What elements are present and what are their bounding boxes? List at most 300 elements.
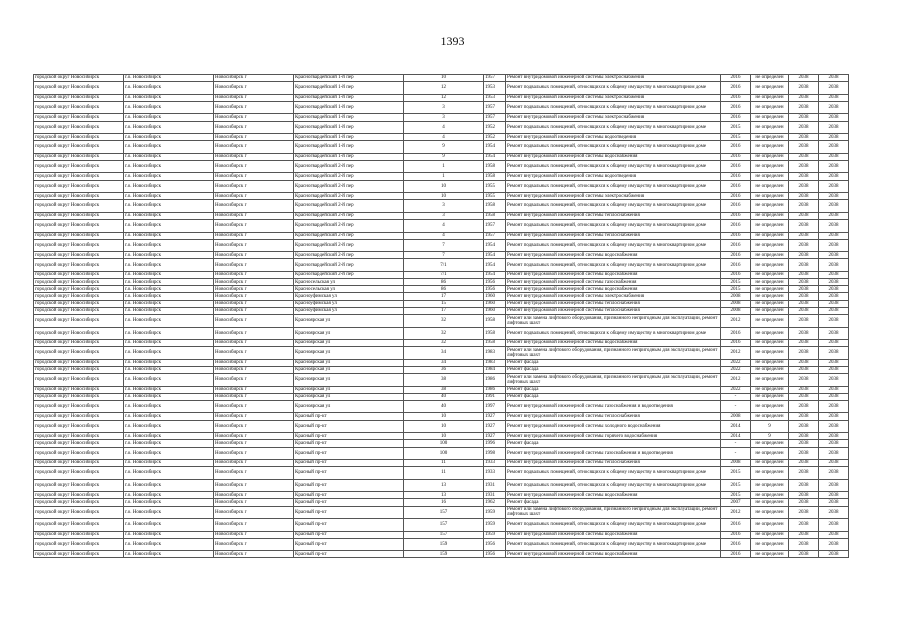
cell-build-year: 1954	[484, 271, 506, 278]
cell-municipality: городской округ Новосибирск	[34, 101, 124, 114]
cell-city: Новосибирск г	[214, 114, 294, 121]
cell-last-repair-year: -	[721, 400, 751, 413]
cell-city: Новосибирск г	[214, 141, 294, 154]
cell-street: Красноярская ул	[294, 340, 404, 347]
cell-wear-percent: не определен	[751, 386, 789, 393]
cell-plan-year-end: 2038	[819, 531, 849, 538]
cell-work-type: Ремонт фасада	[506, 499, 721, 506]
cell-house-number: 11	[404, 460, 484, 467]
cell-settlement: г.о. Новосибирск	[124, 300, 214, 307]
cell-wear-percent: не определен	[751, 82, 789, 95]
cell-plan-year-end: 2038	[819, 259, 849, 272]
cell-last-repair-year: 2015	[721, 492, 751, 499]
cell-last-repair-year: 2016	[721, 173, 751, 180]
cell-street: Красный пр-кт	[294, 413, 404, 420]
cell-plan-year-start: 2038	[789, 121, 819, 134]
cell-settlement: г.о. Новосибирск	[124, 252, 214, 259]
cell-wear-percent: не определен	[751, 75, 789, 82]
cell-municipality: городской округ Новосибирск	[34, 551, 124, 558]
table-row	[34, 499, 849, 506]
cell-build-year: 1960	[484, 307, 506, 314]
cell-plan-year-end: 2038	[819, 327, 849, 340]
cell-work-type: Ремонт внутридомовой инженерной системы электроснабжения	[506, 94, 721, 101]
cell-last-repair-year: 2015	[721, 286, 751, 293]
cell-plan-year-end: 2038	[819, 460, 849, 467]
cell-city: Новосибирск г	[214, 366, 294, 373]
cell-plan-year-start: 2038	[789, 180, 819, 193]
cell-house-number: 17	[404, 307, 484, 314]
cell-settlement: г.о. Новосибирск	[124, 340, 214, 347]
cell-plan-year-start: 2038	[789, 506, 819, 519]
cell-plan-year-start: 2038	[789, 467, 819, 480]
cell-settlement: г.о. Новосибирск	[124, 467, 214, 480]
cell-street: Красноярская ул	[294, 315, 404, 328]
cell-last-repair-year: 2007	[721, 499, 751, 506]
table-row	[34, 400, 849, 413]
cell-house-number: 4	[404, 121, 484, 134]
cell-plan-year-start: 2038	[789, 220, 819, 233]
cell-street: Красногвардейский 2-й пер	[294, 193, 404, 200]
table-row	[34, 340, 849, 347]
cell-wear-percent: не определен	[751, 252, 789, 259]
cell-last-repair-year: 2016	[721, 193, 751, 200]
cell-house-number: 86	[404, 279, 484, 286]
cell-last-repair-year: 2016	[721, 212, 751, 219]
cell-street: Красноярская ул	[294, 366, 404, 373]
cell-municipality: городской округ Новосибирск	[34, 307, 124, 314]
cell-settlement: г.о. Новосибирск	[124, 386, 214, 393]
cell-plan-year-end: 2038	[819, 75, 849, 82]
cell-work-type: Ремонт внутридомовой инженерной системы теплоснабжения	[506, 460, 721, 467]
cell-settlement: г.о. Новосибирск	[124, 420, 214, 433]
cell-plan-year-end: 2038	[819, 101, 849, 114]
cell-city: Новосибирск г	[214, 173, 294, 180]
cell-street: Красный пр-кт	[294, 479, 404, 492]
cell-last-repair-year: 2008	[721, 293, 751, 300]
cell-last-repair-year: 2016	[721, 239, 751, 252]
cell-plan-year-start: 2038	[789, 531, 819, 538]
cell-city: Новосибирск г	[214, 393, 294, 400]
cell-street: Красногвардейский 1-й пер	[294, 82, 404, 95]
cell-street: Красный пр-кт	[294, 506, 404, 519]
cell-wear-percent: не определен	[751, 506, 789, 519]
cell-city: Новосибирск г	[214, 386, 294, 393]
cell-work-type: Ремонт подвальных помещений, относящихся к общему имуществу в многоквартирном доме	[506, 180, 721, 193]
cell-street: Красногвардейский 1-й пер	[294, 134, 404, 141]
cell-settlement: г.о. Новосибирск	[124, 393, 214, 400]
cell-house-number: 9	[404, 141, 484, 154]
cell-build-year: 1957	[484, 75, 506, 82]
cell-last-repair-year: 2016	[721, 94, 751, 101]
cell-plan-year-start: 2038	[789, 479, 819, 492]
cell-build-year: 1955	[484, 193, 506, 200]
cell-plan-year-end: 2038	[819, 467, 849, 480]
cell-build-year: 1927	[484, 420, 506, 433]
cell-build-year: 1984	[484, 366, 506, 373]
cell-last-repair-year: 2016	[721, 327, 751, 340]
cell-plan-year-start: 2038	[789, 393, 819, 400]
cell-plan-year-end: 2038	[819, 506, 849, 519]
page-number: 1393	[440, 34, 465, 48]
cell-city: Новосибирск г	[214, 160, 294, 173]
cell-city: Новосибирск г	[214, 551, 294, 558]
cell-plan-year-end: 2038	[819, 193, 849, 200]
cell-city: Новосибирск г	[214, 374, 294, 387]
cell-work-type: Ремонт фасада	[506, 393, 721, 400]
cell-wear-percent: не определен	[751, 315, 789, 328]
cell-street: Красносельская ул	[294, 286, 404, 293]
cell-wear-percent: не определен	[751, 531, 789, 538]
cell-house-number: 10	[404, 193, 484, 200]
table-row	[34, 232, 849, 239]
cell-last-repair-year: 2016	[721, 141, 751, 154]
cell-build-year: 1960	[484, 300, 506, 307]
cell-build-year: 1959	[484, 531, 506, 538]
cell-street: Красный пр-кт	[294, 531, 404, 538]
cell-house-number: 157	[404, 531, 484, 538]
cell-municipality: городской округ Новосибирск	[34, 374, 124, 387]
cell-build-year: 1986	[484, 374, 506, 387]
cell-build-year: 1957	[484, 114, 506, 121]
cell-plan-year-start: 2038	[789, 82, 819, 95]
cell-plan-year-start: 2038	[789, 347, 819, 360]
cell-plan-year-end: 2038	[819, 374, 849, 387]
cell-wear-percent: не определен	[751, 467, 789, 480]
cell-street: Красный пр-кт	[294, 551, 404, 558]
table-row	[34, 492, 849, 499]
cell-street: Красногвардейский 2-й пер	[294, 252, 404, 259]
cell-plan-year-start: 2038	[789, 279, 819, 286]
cell-last-repair-year: 2012	[721, 506, 751, 519]
cell-plan-year-end: 2038	[819, 366, 849, 373]
cell-build-year: 1953	[484, 82, 506, 95]
cell-plan-year-start: 2038	[789, 160, 819, 173]
cell-work-type: Ремонт внутридомовой инженерной системы водоснабжения	[506, 252, 721, 259]
cell-settlement: г.о. Новосибирск	[124, 180, 214, 193]
cell-city: Новосибирск г	[214, 420, 294, 433]
cell-wear-percent: не определен	[751, 153, 789, 160]
cell-settlement: г.о. Новосибирск	[124, 286, 214, 293]
cell-street: Красногвардейский 2-й пер	[294, 220, 404, 233]
cell-city: Новосибирск г	[214, 286, 294, 293]
cell-municipality: городской округ Новосибирск	[34, 200, 124, 213]
table-row	[34, 279, 849, 286]
table-row	[34, 286, 849, 293]
cell-wear-percent: не определен	[751, 327, 789, 340]
cell-wear-percent: не определен	[751, 239, 789, 252]
cell-municipality: городской округ Новосибирск	[34, 479, 124, 492]
cell-plan-year-start: 2038	[789, 499, 819, 506]
cell-wear-percent: не определен	[751, 393, 789, 400]
cell-plan-year-end: 2038	[819, 359, 849, 366]
table-row	[34, 259, 849, 272]
cell-plan-year-end: 2038	[819, 393, 849, 400]
cell-city: Новосибирск г	[214, 82, 294, 95]
cell-plan-year-start: 2038	[789, 374, 819, 387]
cell-plan-year-start: 2038	[789, 551, 819, 558]
cell-house-number: 7	[404, 252, 484, 259]
cell-last-repair-year: 2012	[721, 347, 751, 360]
cell-wear-percent: не определен	[751, 413, 789, 420]
cell-street: Красногвардейский 1-й пер	[294, 94, 404, 101]
cell-wear-percent: не определен	[751, 307, 789, 314]
cell-settlement: г.о. Новосибирск	[124, 413, 214, 420]
cell-wear-percent: не определен	[751, 479, 789, 492]
cell-plan-year-start: 2038	[789, 101, 819, 114]
cell-city: Новосибирск г	[214, 447, 294, 460]
cell-house-number: 16	[404, 499, 484, 506]
cell-build-year: 1931	[484, 492, 506, 499]
cell-municipality: городской округ Новосибирск	[34, 300, 124, 307]
cell-settlement: г.о. Новосибирск	[124, 293, 214, 300]
table-row	[34, 114, 849, 121]
cell-work-type: Ремонт внутридомовой инженерной системы водоснабжения	[506, 531, 721, 538]
cell-municipality: городской округ Новосибирск	[34, 340, 124, 347]
cell-last-repair-year: 2016	[721, 538, 751, 551]
cell-municipality: городской округ Новосибирск	[34, 327, 124, 340]
cell-municipality: городской округ Новосибирск	[34, 467, 124, 480]
cell-build-year: 1956	[484, 286, 506, 293]
cell-house-number: 159	[404, 551, 484, 558]
table-row	[34, 433, 849, 440]
cell-work-type: Ремонт подвальных помещений, относящихся к общему имуществу в многоквартирном доме	[506, 259, 721, 272]
cell-street: Красный пр-кт	[294, 460, 404, 467]
cell-municipality: городской округ Новосибирск	[34, 386, 124, 393]
cell-wear-percent: не определен	[751, 293, 789, 300]
cell-plan-year-start: 2038	[789, 173, 819, 180]
cell-work-type: Ремонт подвальных помещений, относящихся к общему имуществу в многоквартирном доме	[506, 327, 721, 340]
cell-build-year: 1958	[484, 327, 506, 340]
cell-build-year: 1957	[484, 101, 506, 114]
cell-municipality: городской округ Новосибирск	[34, 492, 124, 499]
cell-street: Красный пр-кт	[294, 467, 404, 480]
cell-house-number: 10	[404, 413, 484, 420]
cell-plan-year-start: 2038	[789, 114, 819, 121]
cell-city: Новосибирск г	[214, 327, 294, 340]
cell-build-year: 1954	[484, 259, 506, 272]
cell-settlement: г.о. Новосибирск	[124, 307, 214, 314]
cell-last-repair-year: 2016	[721, 153, 751, 160]
cell-house-number: 36	[404, 366, 484, 373]
cell-plan-year-start: 2038	[789, 75, 819, 82]
cell-last-repair-year: 2008	[721, 300, 751, 307]
cell-plan-year-end: 2038	[819, 94, 849, 101]
cell-street: Красный пр-кт	[294, 447, 404, 460]
cell-plan-year-start: 2038	[789, 413, 819, 420]
cell-build-year: 1958	[484, 173, 506, 180]
cell-house-number: 157	[404, 519, 484, 532]
cell-street: Красный пр-кт	[294, 440, 404, 447]
table-row	[34, 271, 849, 278]
cell-street: Красногвардейский 2-й пер	[294, 232, 404, 239]
cell-settlement: г.о. Новосибирск	[124, 75, 214, 82]
cell-house-number: 10	[404, 433, 484, 440]
cell-last-repair-year: 2015	[721, 467, 751, 480]
table-row	[34, 519, 849, 532]
cell-work-type: Ремонт внутридомовой инженерной системы электроснабжения	[506, 193, 721, 200]
cell-plan-year-start: 2038	[789, 94, 819, 101]
cell-municipality: городской округ Новосибирск	[34, 121, 124, 134]
cell-plan-year-end: 2038	[819, 271, 849, 278]
cell-plan-year-end: 2038	[819, 433, 849, 440]
cell-settlement: г.о. Новосибирск	[124, 492, 214, 499]
cell-last-repair-year: 2014	[721, 433, 751, 440]
cell-last-repair-year: 2016	[721, 200, 751, 213]
cell-plan-year-end: 2038	[819, 239, 849, 252]
cell-street: Красногвардейский 1-й пер	[294, 114, 404, 121]
table-row	[34, 200, 849, 213]
cell-plan-year-start: 2038	[789, 447, 819, 460]
cell-plan-year-end: 2038	[819, 220, 849, 233]
cell-last-repair-year: 2015	[721, 134, 751, 141]
cell-street: Красноярская ул	[294, 386, 404, 393]
cell-house-number: 7/1	[404, 259, 484, 272]
cell-last-repair-year: 2016	[721, 551, 751, 558]
cell-municipality: городской округ Новосибирск	[34, 315, 124, 328]
cell-wear-percent: не определен	[751, 400, 789, 413]
cell-house-number: 12	[404, 94, 484, 101]
cell-plan-year-end: 2038	[819, 340, 849, 347]
cell-last-repair-year: 2012	[721, 374, 751, 387]
cell-work-type: Ремонт внутридомовой инженерной системы водоснабжения	[506, 340, 721, 347]
cell-house-number: 100	[404, 447, 484, 460]
cell-work-type: Ремонт внутридомовой инженерной системы теплоснабжения	[506, 300, 721, 307]
cell-settlement: г.о. Новосибирск	[124, 153, 214, 160]
cell-plan-year-start: 2038	[789, 400, 819, 413]
cell-build-year: 1957	[484, 232, 506, 239]
capital-repair-table	[33, 74, 849, 558]
cell-wear-percent: не определен	[751, 193, 789, 200]
cell-build-year: 1958	[484, 340, 506, 347]
cell-municipality: городской округ Новосибирск	[34, 420, 124, 433]
cell-street: Красногвардейский 1-й пер	[294, 121, 404, 134]
table-row	[34, 467, 849, 480]
cell-settlement: г.о. Новосибирск	[124, 479, 214, 492]
cell-plan-year-end: 2038	[819, 386, 849, 393]
cell-work-type: Ремонт внутридомовой инженерной системы теплоснабжения	[506, 413, 721, 420]
cell-plan-year-end: 2038	[819, 499, 849, 506]
cell-last-repair-year: 2016	[721, 252, 751, 259]
cell-settlement: г.о. Новосибирск	[124, 440, 214, 447]
table-row	[34, 460, 849, 467]
cell-work-type: Ремонт внутридомовой инженерной системы электроснабжения	[506, 114, 721, 121]
cell-plan-year-end: 2038	[819, 279, 849, 286]
cell-municipality: городской округ Новосибирск	[34, 293, 124, 300]
cell-build-year: 1956	[484, 551, 506, 558]
cell-street: Красногвардейский 2-й пер	[294, 200, 404, 213]
cell-plan-year-end: 2038	[819, 307, 849, 314]
table-row	[34, 134, 849, 141]
table-row	[34, 393, 849, 400]
cell-build-year: 1991	[484, 393, 506, 400]
cell-plan-year-start: 2038	[789, 307, 819, 314]
table-row	[34, 193, 849, 200]
cell-work-type: Ремонт внутридомовой инженерной системы водоснабжения	[506, 286, 721, 293]
cell-city: Новосибирск г	[214, 479, 294, 492]
table-row	[34, 94, 849, 101]
cell-plan-year-end: 2038	[819, 141, 849, 154]
cell-plan-year-end: 2038	[819, 420, 849, 433]
cell-municipality: городской округ Новосибирск	[34, 212, 124, 219]
cell-municipality: городской округ Новосибирск	[34, 531, 124, 538]
cell-work-type: Ремонт внутридомовой инженерной системы холодного водоснабжения	[506, 420, 721, 433]
cell-work-type: Ремонт подвальных помещений, относящихся к общему имуществу в многоквартирном доме	[506, 519, 721, 532]
cell-wear-percent: не определен	[751, 440, 789, 447]
cell-house-number: 17	[404, 293, 484, 300]
cell-plan-year-start: 2038	[789, 259, 819, 272]
cell-wear-percent: 9	[751, 433, 789, 440]
table-row	[34, 531, 849, 538]
cell-house-number: 100	[404, 440, 484, 447]
cell-wear-percent: не определен	[751, 538, 789, 551]
table-row	[34, 347, 849, 360]
cell-city: Новосибирск г	[214, 75, 294, 82]
cell-house-number: 4	[404, 232, 484, 239]
cell-wear-percent: не определен	[751, 519, 789, 532]
cell-municipality: городской округ Новосибирск	[34, 141, 124, 154]
cell-city: Новосибирск г	[214, 538, 294, 551]
cell-build-year: 1954	[484, 153, 506, 160]
cell-wear-percent: не определен	[751, 101, 789, 114]
cell-work-type: Ремонт внутридомовой инженерной системы электроснабжения	[506, 293, 721, 300]
cell-build-year: 1958	[484, 315, 506, 328]
cell-house-number: 7	[404, 239, 484, 252]
cell-build-year: 1952	[484, 121, 506, 134]
cell-municipality: городской округ Новосибирск	[34, 393, 124, 400]
table-row	[34, 82, 849, 95]
cell-municipality: городской округ Новосибирск	[34, 75, 124, 82]
cell-plan-year-start: 2038	[789, 492, 819, 499]
cell-plan-year-end: 2038	[819, 400, 849, 413]
cell-wear-percent: не определен	[751, 94, 789, 101]
cell-plan-year-end: 2038	[819, 315, 849, 328]
table-row	[34, 300, 849, 307]
cell-last-repair-year: 2016	[721, 160, 751, 173]
cell-municipality: городской округ Новосибирск	[34, 259, 124, 272]
cell-street: Красноярская ул	[294, 347, 404, 360]
table-row	[34, 121, 849, 134]
cell-wear-percent: не определен	[751, 374, 789, 387]
cell-work-type: Ремонт фасада	[506, 386, 721, 393]
cell-street: Красный пр-кт	[294, 519, 404, 532]
table-row	[34, 153, 849, 160]
cell-city: Новосибирск г	[214, 531, 294, 538]
cell-settlement: г.о. Новосибирск	[124, 538, 214, 551]
cell-wear-percent: не определен	[751, 141, 789, 154]
table-row	[34, 374, 849, 387]
table-row	[34, 173, 849, 180]
cell-plan-year-start: 2038	[789, 293, 819, 300]
cell-plan-year-start: 2038	[789, 315, 819, 328]
cell-plan-year-end: 2038	[819, 160, 849, 173]
cell-house-number: 1	[404, 160, 484, 173]
cell-house-number: 32	[404, 315, 484, 328]
table-row	[34, 239, 849, 252]
cell-work-type: Ремонт внутридомовой инженерной системы теплоснабжения	[506, 212, 721, 219]
cell-city: Новосибирск г	[214, 315, 294, 328]
cell-settlement: г.о. Новосибирск	[124, 551, 214, 558]
cell-build-year: 1958	[484, 160, 506, 173]
cell-wear-percent: не определен	[751, 180, 789, 193]
cell-last-repair-year: -	[721, 440, 751, 447]
cell-settlement: г.о. Новосибирск	[124, 531, 214, 538]
cell-build-year: 1956	[484, 279, 506, 286]
cell-plan-year-start: 2038	[789, 460, 819, 467]
cell-work-type: Ремонт или замена лифтового оборудования, признанного непригодным для эксплуатации, ремонт лифтовых шахт	[506, 347, 721, 360]
cell-settlement: г.о. Новосибирск	[124, 160, 214, 173]
cell-build-year: 1953	[484, 94, 506, 101]
cell-municipality: городской округ Новосибирск	[34, 180, 124, 193]
